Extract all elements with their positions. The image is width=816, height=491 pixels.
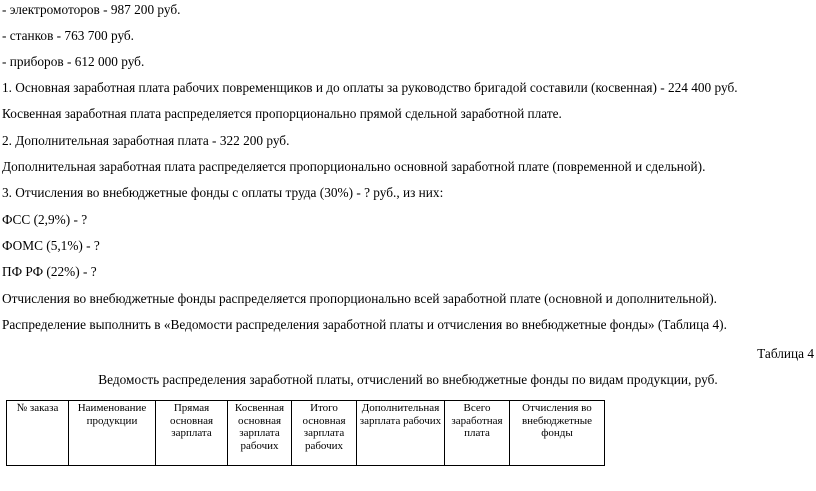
text-line-1: - электромоторов - 987 200 руб. bbox=[2, 2, 181, 17]
text-line-9: ФСС (2,9%) - ? bbox=[2, 212, 88, 227]
table-header-row bbox=[7, 401, 605, 466]
text-line-6: 2. Дополнительная заработная плата - 322 200 руб. bbox=[2, 133, 290, 148]
header-indirect-basic-salary: Косвенная основная зарплата рабочих bbox=[228, 401, 292, 466]
text-line-13: Распределение выполнить в «Ведомости распределения заработной платы и отчисления во внебюджетные фонды» (Таблица 4). bbox=[2, 317, 727, 332]
text-line-5: Косвенная заработная плата распределяется пропорционально прямой сдельной заработной плате. bbox=[2, 106, 562, 121]
text-line-12: Отчисления во внебюджетные фонды распределяется пропорционально всей заработной плате (основной и дополнительной). bbox=[2, 291, 718, 306]
header-product-name: Наименование продукции bbox=[69, 401, 156, 466]
header-total-salary: Всего заработная плата bbox=[445, 401, 510, 466]
table-label: Таблица 4 bbox=[757, 346, 814, 361]
text-line-11: ПФ РФ (22%) - ? bbox=[2, 264, 97, 279]
header-direct-basic-salary: Прямая основная зарплата bbox=[156, 401, 228, 466]
text-line-8: 3. Отчисления во внебюджетные фонды с оплаты труда (30%) - ? руб., из них: bbox=[2, 185, 444, 200]
text-line-4: 1. Основная заработная плата рабочих повременщиков и до оплаты за руководство бригадой составили (косвенная) - 224 400 руб. bbox=[2, 80, 738, 95]
header-total-basic-salary: Итого основная зарплата рабочих bbox=[292, 401, 357, 466]
text-line-10: ФОМС (5,1%) - ? bbox=[2, 238, 100, 253]
header-fund-deductions: Отчисления во внебюджетные фонды bbox=[510, 401, 605, 466]
header-additional-salary: Дополнительная зарплата рабочих bbox=[357, 401, 445, 466]
header-order-number: № заказа bbox=[7, 401, 69, 466]
table-title: Ведомость распределения заработной платы, отчислений во внебюджетные фонды по видам продукции, руб. bbox=[98, 372, 718, 387]
text-line-2: - станков - 763 700 руб. bbox=[2, 28, 135, 43]
text-line-3: - приборов - 612 000 руб. bbox=[2, 54, 145, 69]
text-line-7: Дополнительная заработная плата распределяется пропорционально основной заработной плате (повременной и сдельной). bbox=[2, 159, 706, 174]
distribution-table bbox=[6, 400, 605, 466]
